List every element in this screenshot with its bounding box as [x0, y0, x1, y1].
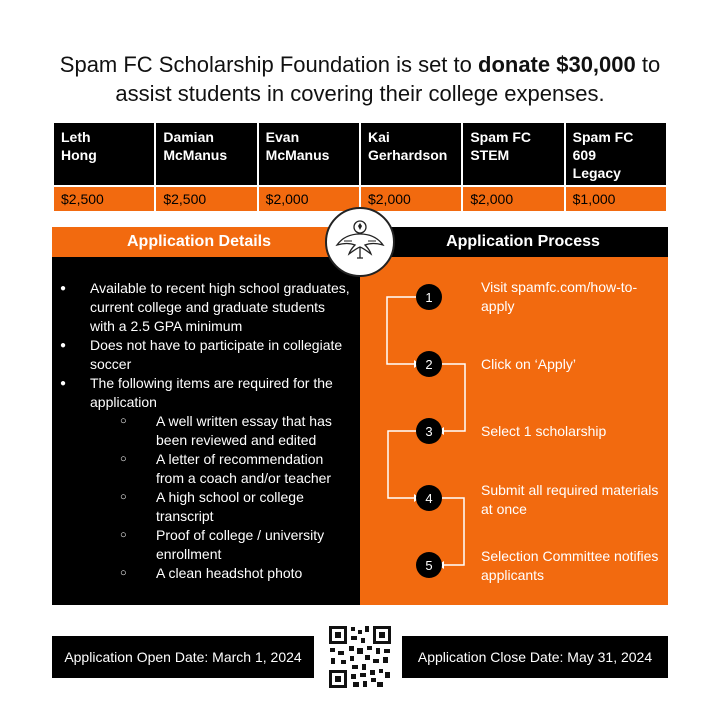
required-item: ○ A clean headshot photo: [90, 564, 350, 583]
open-date-banner: Application Open Date: March 1, 2024: [52, 636, 314, 678]
scholarship-name-cell: Leth Hong: [53, 122, 155, 186]
required-item: ○ A letter of recommendation from a coach and/or teacher: [90, 450, 350, 488]
required-item: ○ A high school or college transcript: [90, 488, 350, 526]
headline-text-pre: Spam FC Scholarship Foundation is set to: [59, 52, 478, 77]
details-bullet: ● The following items are required for the application ○ A well written essay that has been reviewed and edited ○ A letter of recommendation from a coach and/or teacher ○ A high school or college transcript ○ Proof of college / university enrollment ○ A clean headshot photo: [60, 374, 350, 583]
close-date-banner: Application Close Date: May 31, 2024: [402, 636, 668, 678]
scholarship-name-cell: Spam FC 609 Legacy: [565, 122, 667, 186]
headline-text-post: to assist students in covering their college expenses.: [115, 52, 661, 106]
step-4-text: Submit all required materials at once: [481, 482, 659, 517]
qr-code-icon[interactable]: [327, 624, 393, 690]
scholarship-amount-cell: $2,000: [462, 186, 564, 212]
step-2-text: Click on ‘Apply’: [481, 356, 576, 372]
details-bullet: ● Does not have to participate in collegiate soccer: [60, 336, 350, 374]
scholarship-amount-cell: $2,000: [258, 186, 360, 212]
application-process-panel: [360, 257, 668, 605]
step-4-badge: 4: [416, 485, 442, 511]
scholarship-amount-cell: $2,500: [53, 186, 155, 212]
step-3-badge: 3: [416, 418, 442, 444]
details-bullet: ● Available to recent high school graduates, current college and graduate students with a 2.5 GPA minimum: [60, 279, 350, 336]
scholarship-name-cell: Spam FC STEM: [462, 122, 564, 186]
scholarship-amount-cell: $2,000: [360, 186, 462, 212]
application-details-heading: Application Details: [52, 227, 360, 257]
scholarship-name-cell: Kai Gerhardson: [360, 122, 462, 186]
step-2-badge: 2: [416, 351, 442, 377]
scholarship-name-cell: Damian McManus: [155, 122, 257, 186]
required-items-list: [90, 412, 350, 583]
bird-crest-icon: [325, 207, 395, 277]
step-5-badge: 5: [416, 552, 442, 578]
application-process-heading: Application Process: [360, 227, 668, 257]
application-details-panel: [52, 257, 360, 605]
headline-text-bold: donate $30,000: [478, 52, 636, 77]
required-item: ○ Proof of college / university enrollment: [90, 526, 350, 564]
required-item: ○ A well written essay that has been reviewed and edited: [90, 412, 350, 450]
step-1-text: Visit spamfc.com/how-to-apply: [481, 279, 638, 314]
scholarship-amount-cell: $1,000: [565, 186, 667, 212]
step-5-text: Selection Committee notifies applicants: [481, 548, 659, 583]
details-bullet-list: [60, 279, 350, 583]
scholarship-name-cell: Evan McManus: [258, 122, 360, 186]
step-1-badge: 1: [416, 284, 442, 310]
headline: [30, 50, 690, 108]
scholarship-amount-cell: $2,500: [155, 186, 257, 212]
scholarship-table: [52, 121, 668, 213]
scholarship-name-row: [53, 122, 667, 186]
step-3-text: Select 1 scholarship: [481, 423, 607, 439]
